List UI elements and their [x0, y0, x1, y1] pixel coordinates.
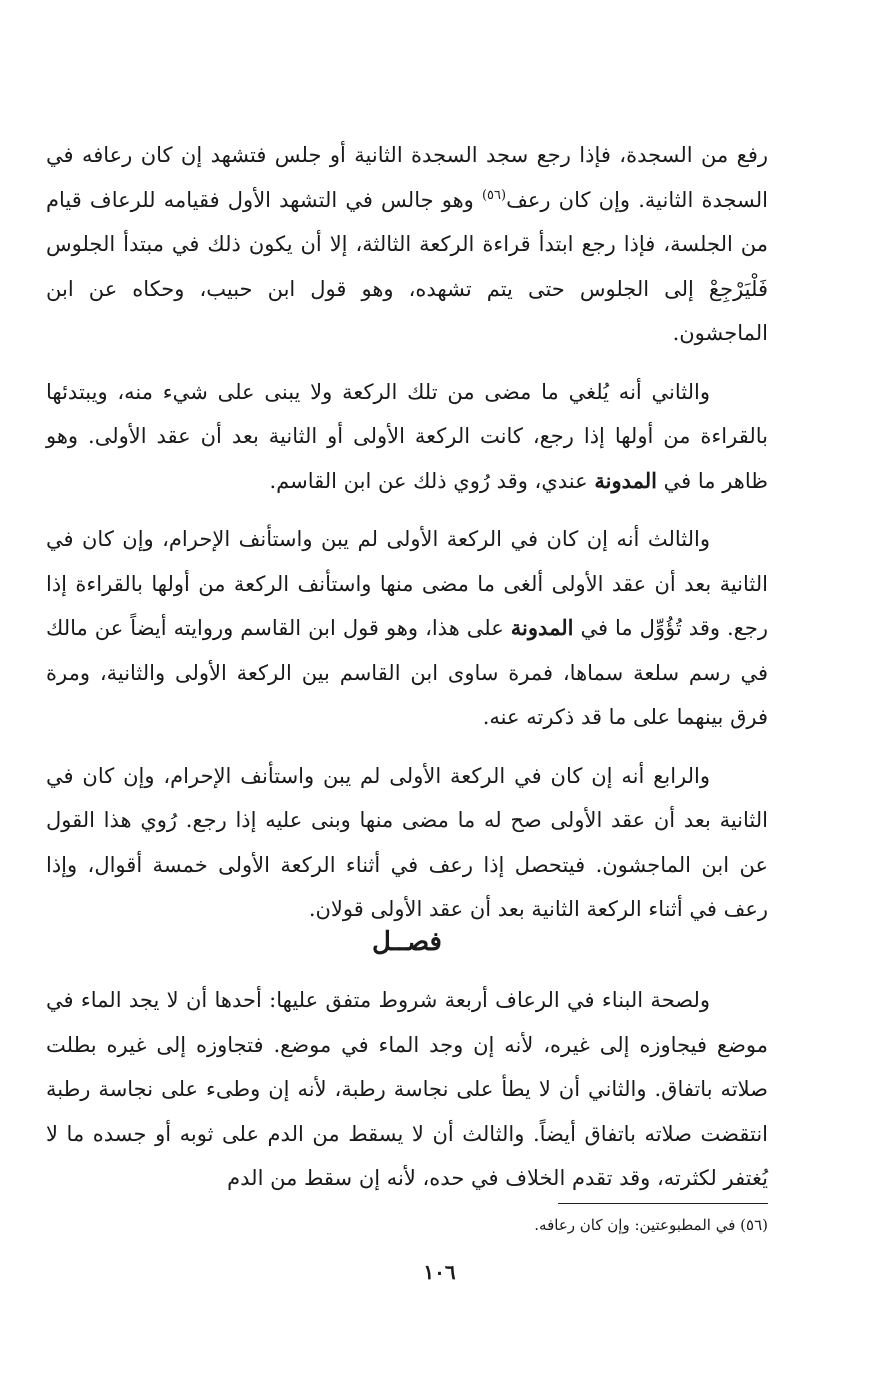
- paragraph-4: [46, 754, 768, 932]
- paragraph-1-text-a: رفع من السجدة، فإذا رجع سجد السجدة الثانية أو جلس فتشهد إن كان رعافه في السجدة الثانية. وإن كان رعف: [46, 143, 768, 212]
- paragraph-2-bold-term: المدونة: [594, 467, 657, 493]
- paragraph-2: [46, 370, 768, 504]
- body-text-upper: [46, 133, 768, 932]
- footnote-divider: [558, 1203, 768, 1204]
- paragraph-3: [46, 517, 768, 740]
- paragraph-1-text-b: وهو جالس في التشهد الأول فقيامه للرعاف قيام من الجلسة، فإذا رجع ابتدأ قراءة الركعة الثالثة، إلا أن يكون ذلك في مبتدأ الجلوس فَلْيَرْجِعْ إلى الجلوس حتى يتم تشهده، وهو قول ابن حبيب، وحكاه عن ابن الماجشون.: [46, 187, 768, 345]
- paragraph-3-text-a: والثالث أنه إن كان في الركعة الأولى لم يبن واستأنف الإحرام، وإن كان في الثانية بعد أن عقد الأولى ألغى ما مضى منها واستأنف الركعة من أولها بالقراءة إذا رجع. وقد تُؤُوِّل ما في: [46, 527, 768, 640]
- paragraph-2-text-a: والثاني أنه يُلغي ما مضى من تلك الركعة ولا يبنى على شيء منه، ويبتدئها بالقراءة من أولها إذا رجع، كانت الركعة الأولى أو الثانية بعد أن عقد الأولى. وهو ظاهر ما في: [46, 379, 768, 493]
- footnote-reference: (٥٦): [481, 187, 507, 203]
- body-text-lower: [46, 978, 768, 1201]
- section-paragraph: ولصحة البناء في الرعاف أربعة شروط متفق عليها: أحدها أن لا يجد الماء في موضع فيجاوزه إلى غيره، لأنه إن وجد الماء في موضع. فتجاوزه إلى غيره بطلت صلاته باتفاق. والثاني أن لا يطأ على نجاسة رطبة، لأنه إن وطىء على نجاسة رطبة انتقضت صلاته باتفاق أيضاً. والثالث أن لا يسقط من الدم على ثوبه أو جسده ما لا يُغتفر لكثرته، وقد تقدم الخلاف في حده، لأنه إن سقط من الدم: [46, 988, 768, 1190]
- paragraph-3-bold-term: المدونة: [510, 615, 574, 640]
- footnote: (٥٦) في المطبوعتين: وإن كان رعافه.: [534, 1216, 768, 1234]
- paragraph-2-text-b: عندي، وقد رُوي ذلك عن ابن القاسم.: [269, 468, 595, 493]
- paragraph-4-text: والرابع أنه إن كان في الركعة الأولى لم يبن واستأنف الإحرام، وإن كان في الثانية بعد أن عقد الأولى صح له ما مضى منها وبنى عليه إذا رجع. رُوي هذا القول عن ابن الماجشون. فيتحصل إذا رعف في أثناء الركعة الأولى خمسة أقوال، وإذا رعف في أثناء الركعة الثانية بعد أن عقد الأولى قولان.: [46, 763, 768, 921]
- paragraph-3-text-b: على هذا، وهو قول ابن القاسم وروايته أيضاً عن مالك في رسم سلعة سماها، فمرة ساوى ابن القاسم بين الركعة الأولى والثانية، ومرة فرق بينهما على ما قد ذكرته عنه.: [46, 616, 768, 729]
- paragraph-1: [46, 133, 768, 356]
- page-number: ١٠٦: [423, 1260, 456, 1284]
- section-heading: فصــل: [372, 927, 442, 957]
